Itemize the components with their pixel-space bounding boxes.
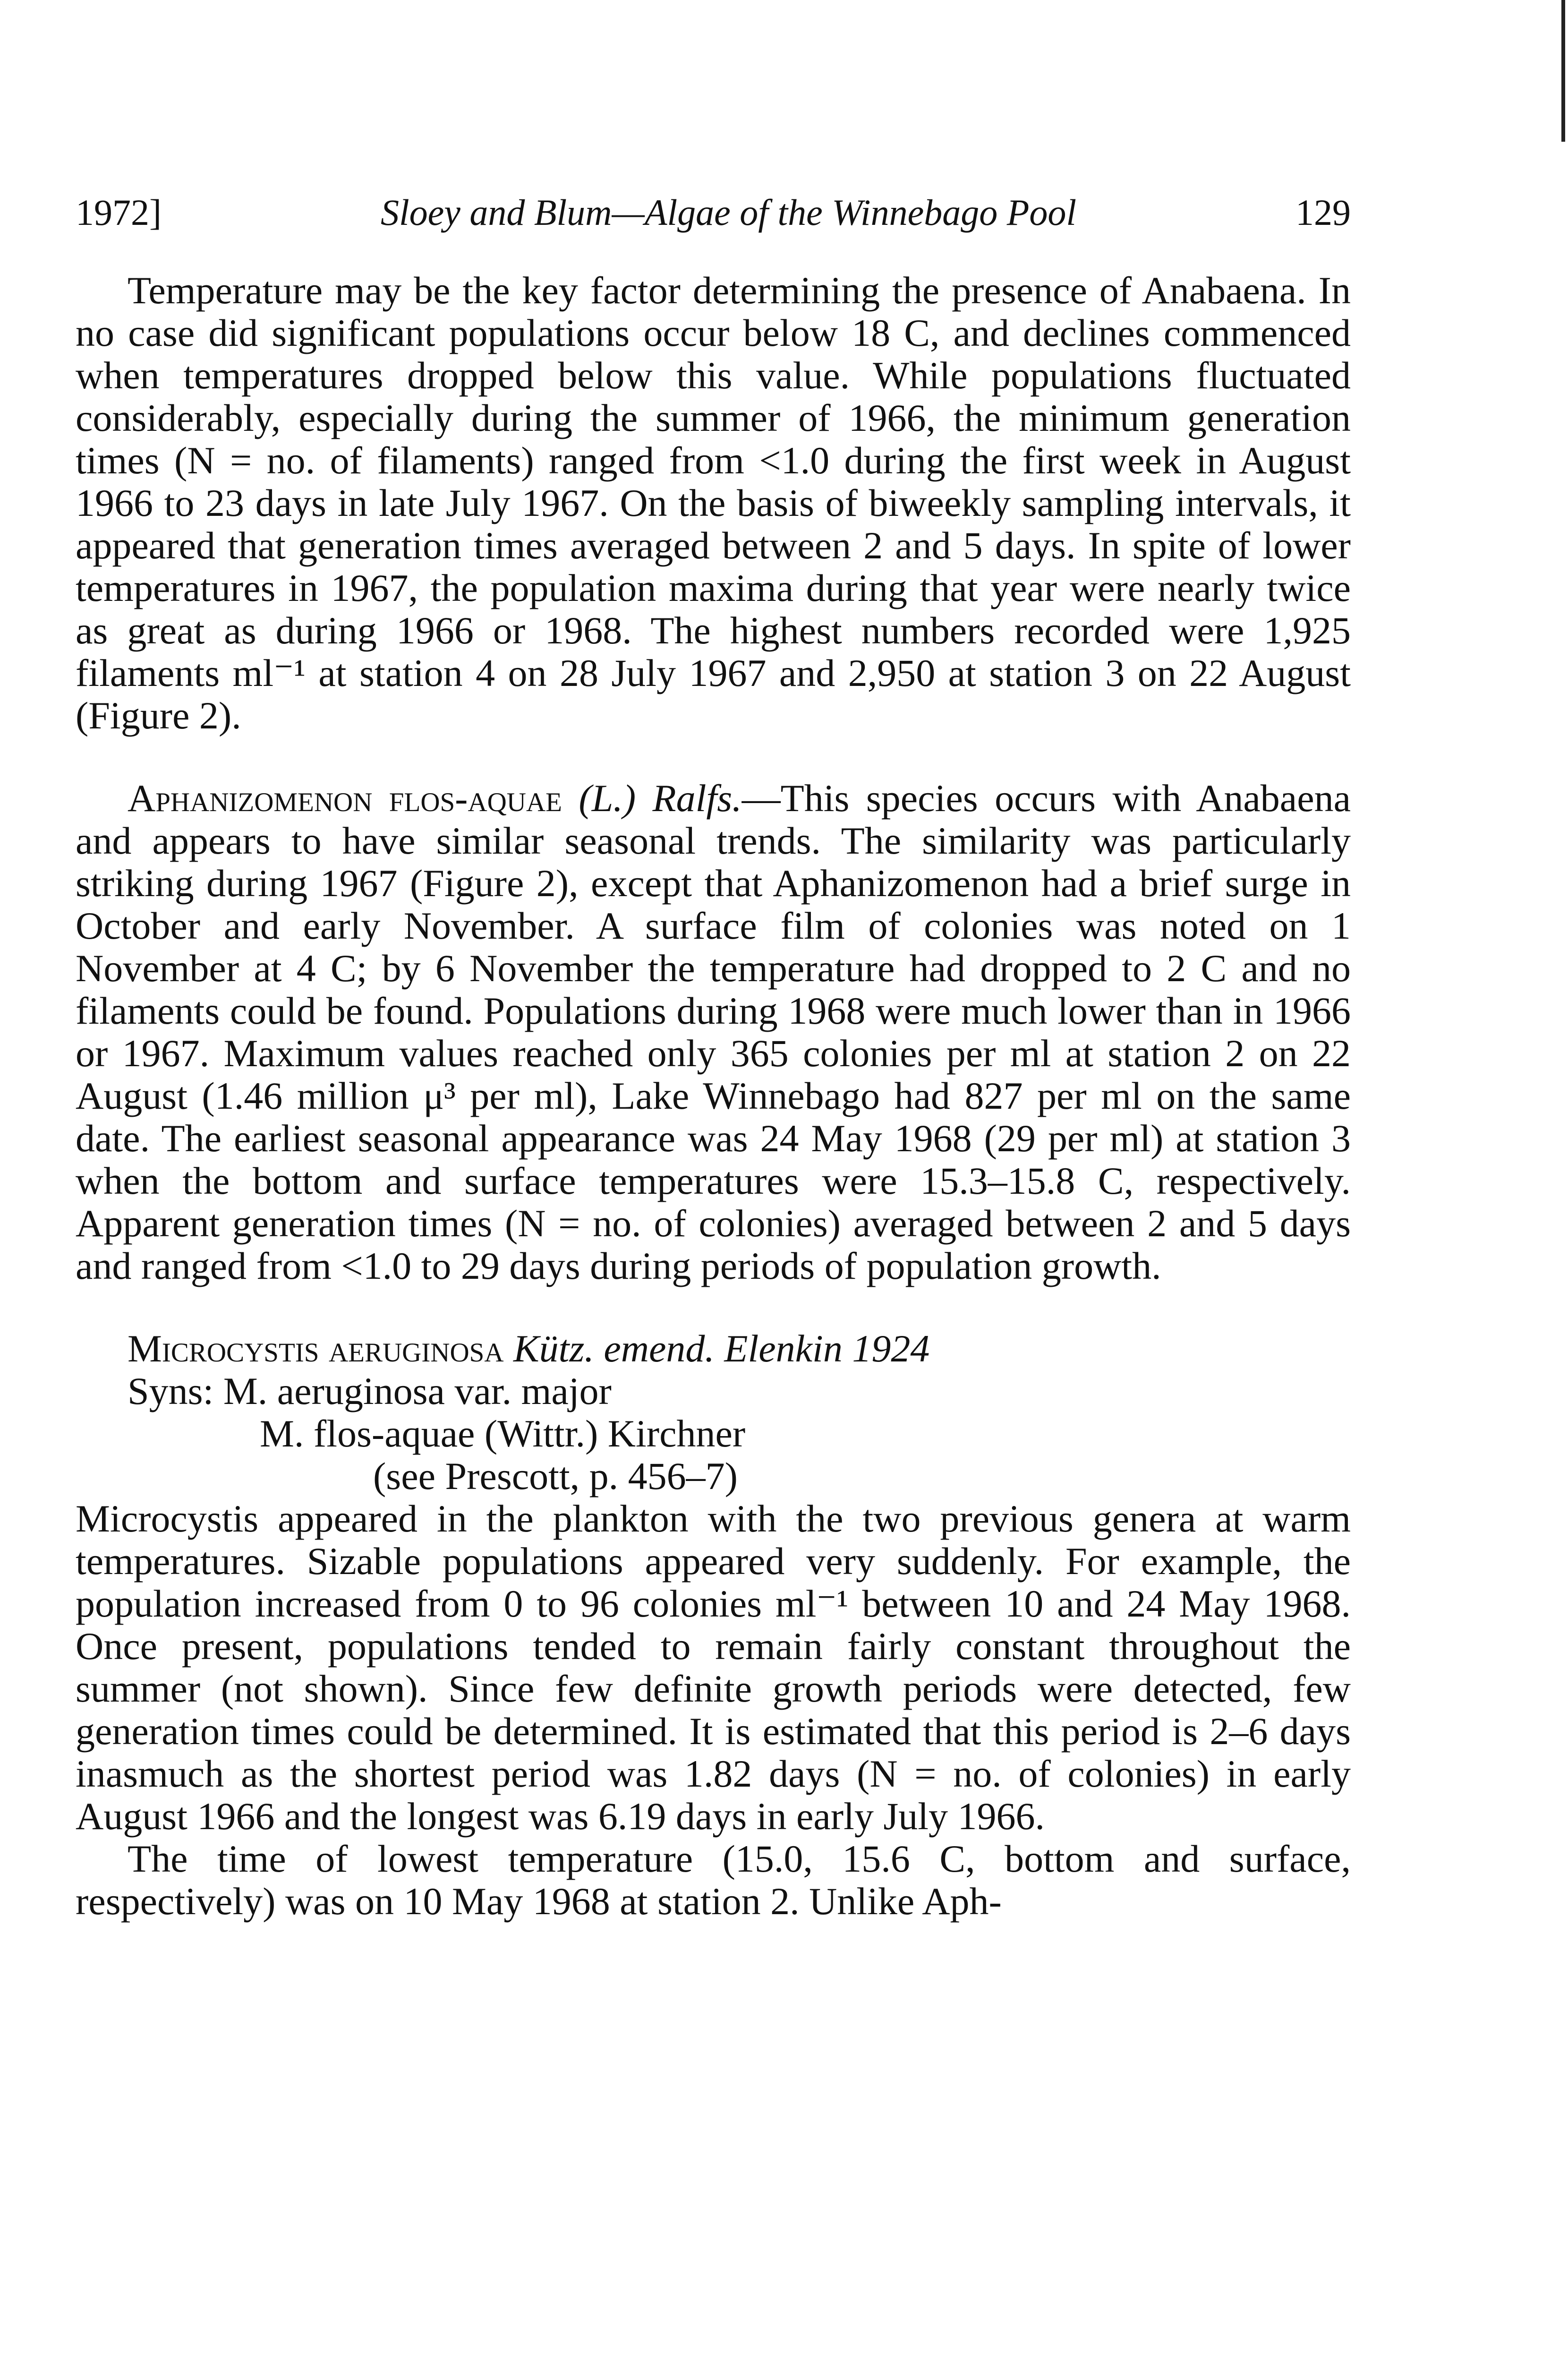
synonym-reference: (see Prescott, p. 456–7) (373, 1455, 738, 1498)
header-running-title: Sloey and Blum—Algae of the Winnebago Pool (380, 192, 1077, 233)
paragraph-aphanizomenon (76, 777, 1351, 1287)
synonym-line-2: M. flos-aquae (Wittr.) Kirchner (260, 1412, 746, 1455)
page-content (76, 189, 1351, 1923)
aphanizomenon-heading-name: Aphanizomenon flos-aquae (128, 777, 562, 820)
aphanizomenon-heading-authority: (L.) Ralfs. (579, 777, 742, 820)
scan-edge-mark (1561, 0, 1565, 142)
header-year: 1972] (76, 192, 162, 233)
synonym-line-1 (76, 1370, 1351, 1412)
paragraph-lowest-temperature: The time of lowest temperature (15.0, 15.6 C, bottom and surface, respectively) was on 10 May 1968 at station 2. Unlike Aph- (76, 1837, 1351, 1923)
microcystis-heading-authority: Kütz. emend. Elenkin 1924 (513, 1327, 930, 1370)
section-microcystis (76, 1327, 1351, 1923)
synonym-1: M. aeruginosa var. major (223, 1369, 612, 1412)
microcystis-heading (76, 1327, 1351, 1370)
synonym-label: Syns: (128, 1369, 214, 1412)
running-header (76, 189, 1351, 236)
microcystis-heading-name: Microcystis aeruginosa (128, 1327, 504, 1370)
section-aphanizomenon (76, 777, 1351, 1287)
paragraph-anabaena-temperature: Temperature may be the key factor determining the presence of Anabaena. In no case did significant populations occur below 18 C, and declines commenced when temperatures dropped below this value. While populations fluctuated considerably, especially during the summer of 1966, the minimum generation times (N = no. of filaments) ranged from <1.0 during the first week in August 1966 to 23 days in late July 1967. On the basis of biweekly sampling intervals, it appeared that generation times averaged between 2 and 5 days. In spite of lower temperatures in 1967, the population maxima during that year were nearly twice as great as during 1966 or 1968. The highest numbers recorded were 1,925 filaments ml⁻¹ at station 4 on 28 July 1967 and 2,950 at station 3 on 22 August (Figure 2). (76, 269, 1351, 737)
aphanizomenon-body: —This species occurs with Anabaena and appears to have similar seasonal trends. The similarity was particularly striking during 1967 (Figure 2), except that Aphanizomenon had a brief surge in October and early November. A surface film of colonies was noted on 1 November at 4 C; by 6 November the temperature had dropped to 2 C and no filaments could be found. Populations during 1968 were much lower than in 1966 or 1967. Maximum values reached only 365 colonies per ml at station 2 on 22 August (1.46 million μ³ per ml), Lake Winnebago had 827 per ml on the same date. The earliest seasonal appearance was 24 May 1968 (29 per ml) at station 3 when the bottom and surface temperatures were 15.3–15.8 C, respectively. Apparent generation times (N = no. of colonies) averaged between 2 and 5 days and ranged from <1.0 to 29 days during periods of population growth. (76, 777, 1351, 1287)
microcystis-synonymy-block (76, 1327, 1351, 1498)
paragraph-microcystis: Microcystis appeared in the plankton with the two previous genera at warm temperatures. Sizable populations appeared very suddenly. For example, the population increased from 0 to 96 colonies ml⁻¹ between 10 and 24 May 1968. Once present, populations tended to remain fairly constant throughout the summer (not shown). Since few definite growth periods were detected, few generation times could be determined. It is estimated that this period is 2–6 days inasmuch as the shortest period was 1.82 days (N = no. of colonies) in early August 1966 and the longest was 6.19 days in early July 1966. (76, 1497, 1351, 1838)
header-page-number: 129 (1295, 192, 1351, 233)
